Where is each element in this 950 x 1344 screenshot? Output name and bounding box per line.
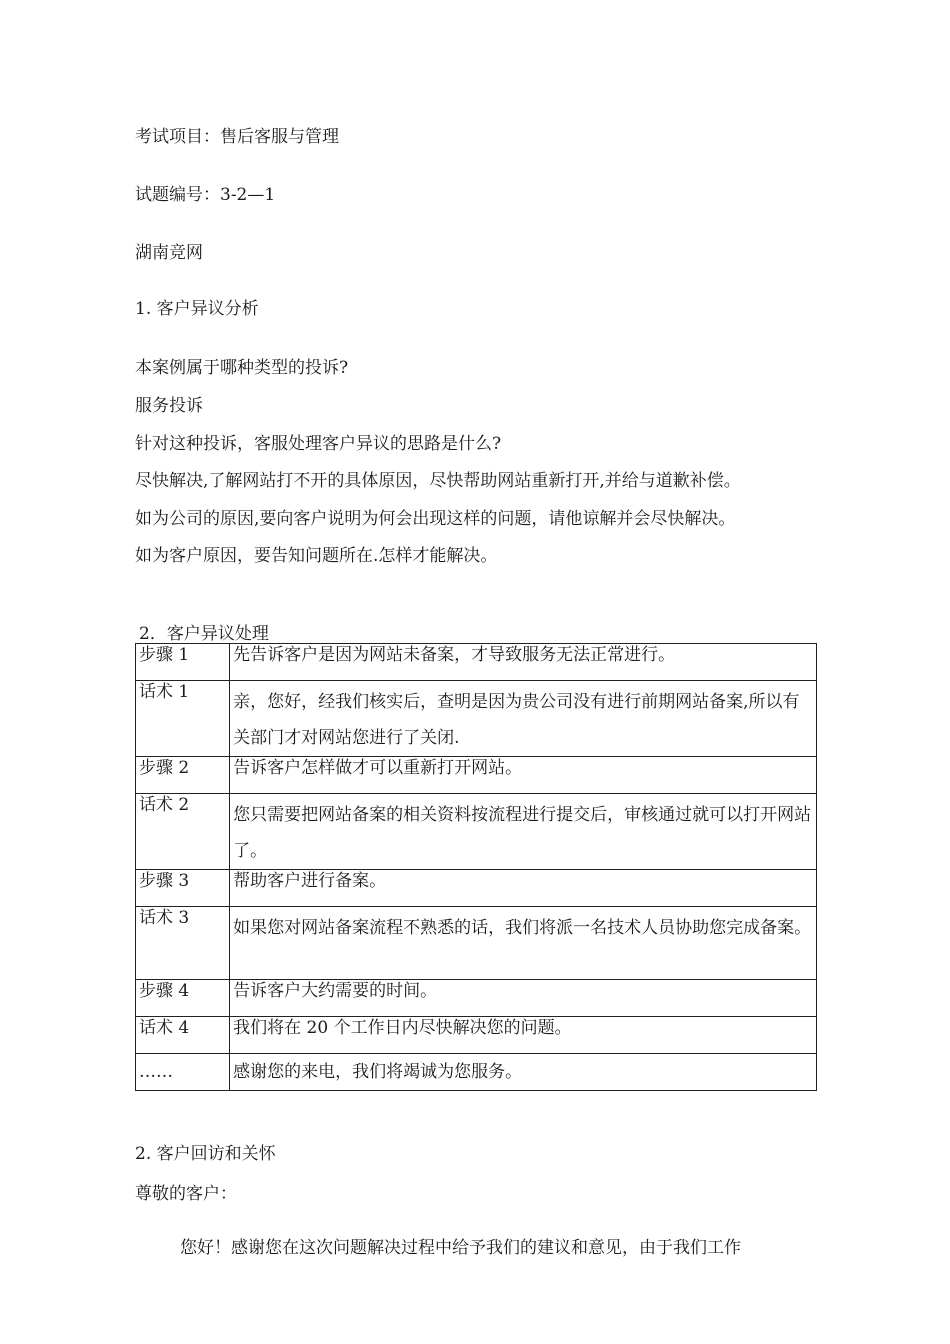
- row-label: 步骤 2: [136, 757, 230, 794]
- row-text: 告诉客户大约需要的时间。: [230, 980, 817, 1017]
- answer-2-line-3: 如为客户原因，要告知问题所在.怎样才能解决。: [135, 546, 498, 566]
- question-2: 针对这种投诉，客服处理客户异议的思路是什么?: [135, 434, 502, 454]
- section2-title: 2．客户异议处理: [139, 624, 269, 644]
- answer-2-line-2: 如为公司的原因,要向客户说明为何会出现这样的问题，请他谅解并会尽快解决。: [135, 509, 736, 529]
- table-row: [136, 794, 817, 870]
- table-row: [136, 980, 817, 1017]
- row-label: 话术 2: [136, 794, 230, 870]
- table-row: [136, 757, 817, 794]
- question-number: 试题编号：3-2—1: [135, 185, 276, 205]
- question-1: 本案例属于哪种类型的投诉?: [135, 358, 349, 378]
- salutation: 尊敬的客户：: [135, 1184, 237, 1204]
- letter-body-line-1: 您好！感谢您在这次问题解决过程中给予我们的建议和意见，由于我们工作: [180, 1238, 741, 1258]
- table-row: [136, 1017, 817, 1054]
- table-row: [136, 1054, 817, 1091]
- exam-item: 考试项目：售后客服与管理: [135, 127, 339, 147]
- table-row: [136, 870, 817, 907]
- row-label: 话术 3: [136, 907, 230, 980]
- row-text: 告诉客户怎样做才可以重新打开网站。: [230, 757, 817, 794]
- row-text: 感谢您的来电，我们将竭诚为您服务。: [230, 1054, 817, 1091]
- section3-title: 2. 客户回访和关怀: [135, 1144, 276, 1164]
- row-label: ……: [136, 1054, 230, 1091]
- table-row: [136, 907, 817, 980]
- row-label: 步骤 3: [136, 870, 230, 907]
- section1-title: 1. 客户异议分析: [135, 299, 259, 319]
- table-row: [136, 681, 817, 757]
- row-label: 话术 1: [136, 681, 230, 757]
- answer-2-line-1: 尽快解决,了解网站打不开的具体原因，尽快帮助网站重新打开,并给与道歉补偿。: [135, 471, 741, 491]
- row-text: 如果您对网站备案流程不熟悉的话，我们将派一名技术人员协助您完成备案。: [230, 907, 817, 980]
- row-text: 我们将在 20 个工作日内尽快解决您的问题。: [230, 1017, 817, 1054]
- table-row: [136, 644, 817, 681]
- row-text: 先告诉客户是因为网站未备案，才导致服务无法正常进行。: [230, 644, 817, 681]
- handling-table: [135, 643, 817, 1091]
- organization: 湖南竞网: [135, 243, 203, 263]
- answer-1: 服务投诉: [135, 396, 203, 416]
- row-text: 亲，您好，经我们核实后，查明是因为贵公司没有进行前期网站备案,所以有关部门才对网站您进行了关闭.: [230, 681, 817, 757]
- row-label: 步骤 1: [136, 644, 230, 681]
- row-label: 步骤 4: [136, 980, 230, 1017]
- row-text: 您只需要把网站备案的相关资料按流程进行提交后，审核通过就可以打开网站了。: [230, 794, 817, 870]
- row-label: 话术 4: [136, 1017, 230, 1054]
- row-text: 帮助客户进行备案。: [230, 870, 817, 907]
